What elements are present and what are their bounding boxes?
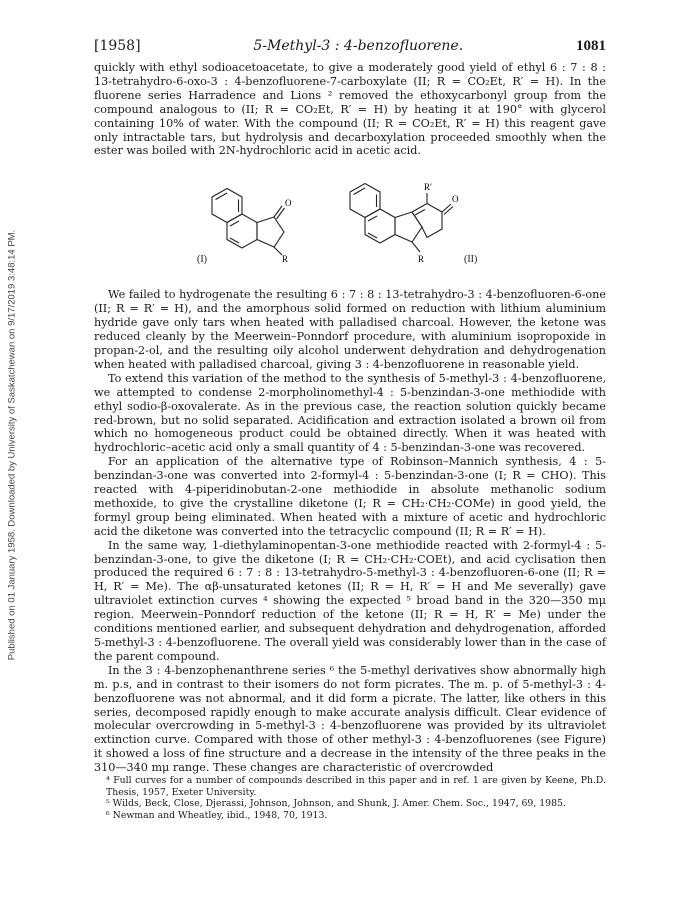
paragraph-4: In the same way, 1-diethylaminopentan-3-one methiodide reacted with 2-formyl-4 : 5-benzindan-3-one, to give the diketone (I; R = CH₂·CH₂·COEt), and acid cyclisation then produced the required 6 : 7 : 8 : 13-tetrahydro-5-methyl-3 : 4-benzofluoren-6-one (II; R = H, R′ = Me). The αβ-unsaturated ketones (II; R = H, R′ = H and Me severally) gave ultraviolet extinction curves ⁴ showing the expected ⁵ broad band in the 320—350 mμ region. Meerwein–Ponndorf reduction of the ketone (II; R = H, R′ = Me) under the conditions mentioned earlier, and subsequent dehydration and dehydrogenation, afforded 5-methyl-3 : 4-benzofluorene. The overall yield was considerably lower than in the case of the parent compound. — [94, 538, 606, 663]
structure-I-drawing — [194, 162, 334, 280]
atom-Rprime-II: R′ — [424, 182, 432, 193]
structure-II-drawing — [332, 162, 482, 280]
page-number: 1081 — [575, 38, 606, 54]
paragraph-5: In the 3 : 4-benzophenanthrene series ⁶ the 5-methyl derivatives show abnormally high m. p.s, and in contrast to their isomers do not form picrates. The m. p. of 5-methyl-3 : 4-benzofluorene was not abnormal, and it did form a picrate. The latter, like others in this series, decomposed rapidly enough to make accurate analysis difficult. Clear evidence of molecular overcrowding in 5-methyl-3 : 4-benzofluorene was provided by its ultraviolet extinction curve. Compared with those of other methyl-3 : 4-benzofluorenes (see Figure) it showed a loss of fine structure and a decrease in the intensity of the three peaks in the 310—340 mμ range. These changes are characteristic of overcrowded — [94, 663, 606, 775]
paragraph-2: To extend this variation of the method to the synthesis of 5-methyl-3 : 4-benzofluorene, we attempted to condense 2-morpholinomethyl-4 : 5-benzindan-3-one methiodide with ethyl sodio-β-oxovalerate. As in the previous case, the reaction solution quickly became red-brown, but no solid separated. Acidification and extraction isolated a brown oil from which no homogeneous product could be obtained directly. When it was heated with hydrochloric–acetic acid only a small quantity of 4 : 5-benzindan-3-one was recovered. — [94, 371, 606, 455]
paragraph-1: We failed to hydrogenate the resulting 6 : 7 : 8 : 13-tetrahydro-3 : 4-benzofluoren-6-one (II; R = R′ = H), and the amorphous solid formed on reduction with lithium aluminium hydride gave only tars when heated with palladised charcoal. However, the ketone was reduced cleanly by the Meerwein–Ponndorf procedure, with aluminium isopropoxide in propan-2-ol, and the resulting oily alcohol underwent dehydration and dehydrogenation when heated with palladised charcoal, giving 3 : 4-benzofluorene in reasonable yield. — [94, 288, 606, 371]
atom-R-II: R — [418, 254, 425, 265]
footnote-5: ⁵ Wilds, Beck, Close, Djerassi, Johnson, Johnson, and Shunk, J. Amer. Chem. Soc., 1947, 69, 1985. — [106, 798, 566, 810]
paragraph-3: For an application of the alternative type of Robinson–Mannich synthesis, 4 : 5-benzindan-3-one was converted into 2-formyl-4 : 5-benzindan-3-one (I; R = CHO). This reacted with 4-piperidinobutan-2-one methiodide in absolute methanolic sodium methoxide, to give the crystalline diketone (I; R = CH₂·CH₂·COMe) in good yield, the formyl group being eliminated. When heated with a mixture of acetic and hydrochloric acid the diketone was converted into the tetracyclic compound (II; R = R′ = H). — [94, 455, 606, 538]
header-title: 5-Methyl-3 : 4-benzofluorene. — [253, 38, 464, 54]
footnote-6: ⁶ Newman and Wheatley, ibid., 1948, 70, 1913. — [106, 809, 328, 821]
atom-O-I: O — [285, 198, 292, 209]
header-year: [1958] — [94, 38, 141, 54]
journal-page — [94, 38, 606, 821]
label-structure-I: (I) — [197, 254, 207, 266]
atom-O-II: O — [452, 194, 459, 205]
structure-figure — [94, 162, 606, 280]
atom-R-I: R — [282, 254, 289, 265]
label-structure-II: (II) — [464, 254, 478, 266]
footnote-4: ⁴ Full curves for a number of compounds described in this paper and in ref. 1 are given by Keene, Ph.D. Thesis, 1957, Exeter University. — [106, 775, 606, 798]
running-header — [94, 38, 606, 55]
download-notice-text: Published on 01 January 1958. Downloaded by University of Saskatchewan on 9/17/2019 3:48:14 PM. — [6, 229, 18, 661]
paragraph-top-1: quickly with ethyl sodioacetoacetate, to give a moderately good yield of ethyl 6 : 7 : 8 : 13-tetrahydro-6-oxo-3 : 4-benzofluorene-7-carboxylate (II; R = CO₂Et, R′ = H). In the fluorene series Harradence and Lions ² removed the ethoxycarbonyl group from the compound analogous to (II; R = CO₂Et, R′ = H) by heating it at 190° with glycerol containing 10% of water. With the compound (II; R = CO₂Et, R′ = H) this reagent gave only intractable tars, but hydrolysis and decarboxylation proceeded smoothly when the ester was boiled with 2N-hydrochloric acid in acetic acid. — [94, 61, 606, 158]
download-notice-sidebar — [2, 120, 22, 770]
